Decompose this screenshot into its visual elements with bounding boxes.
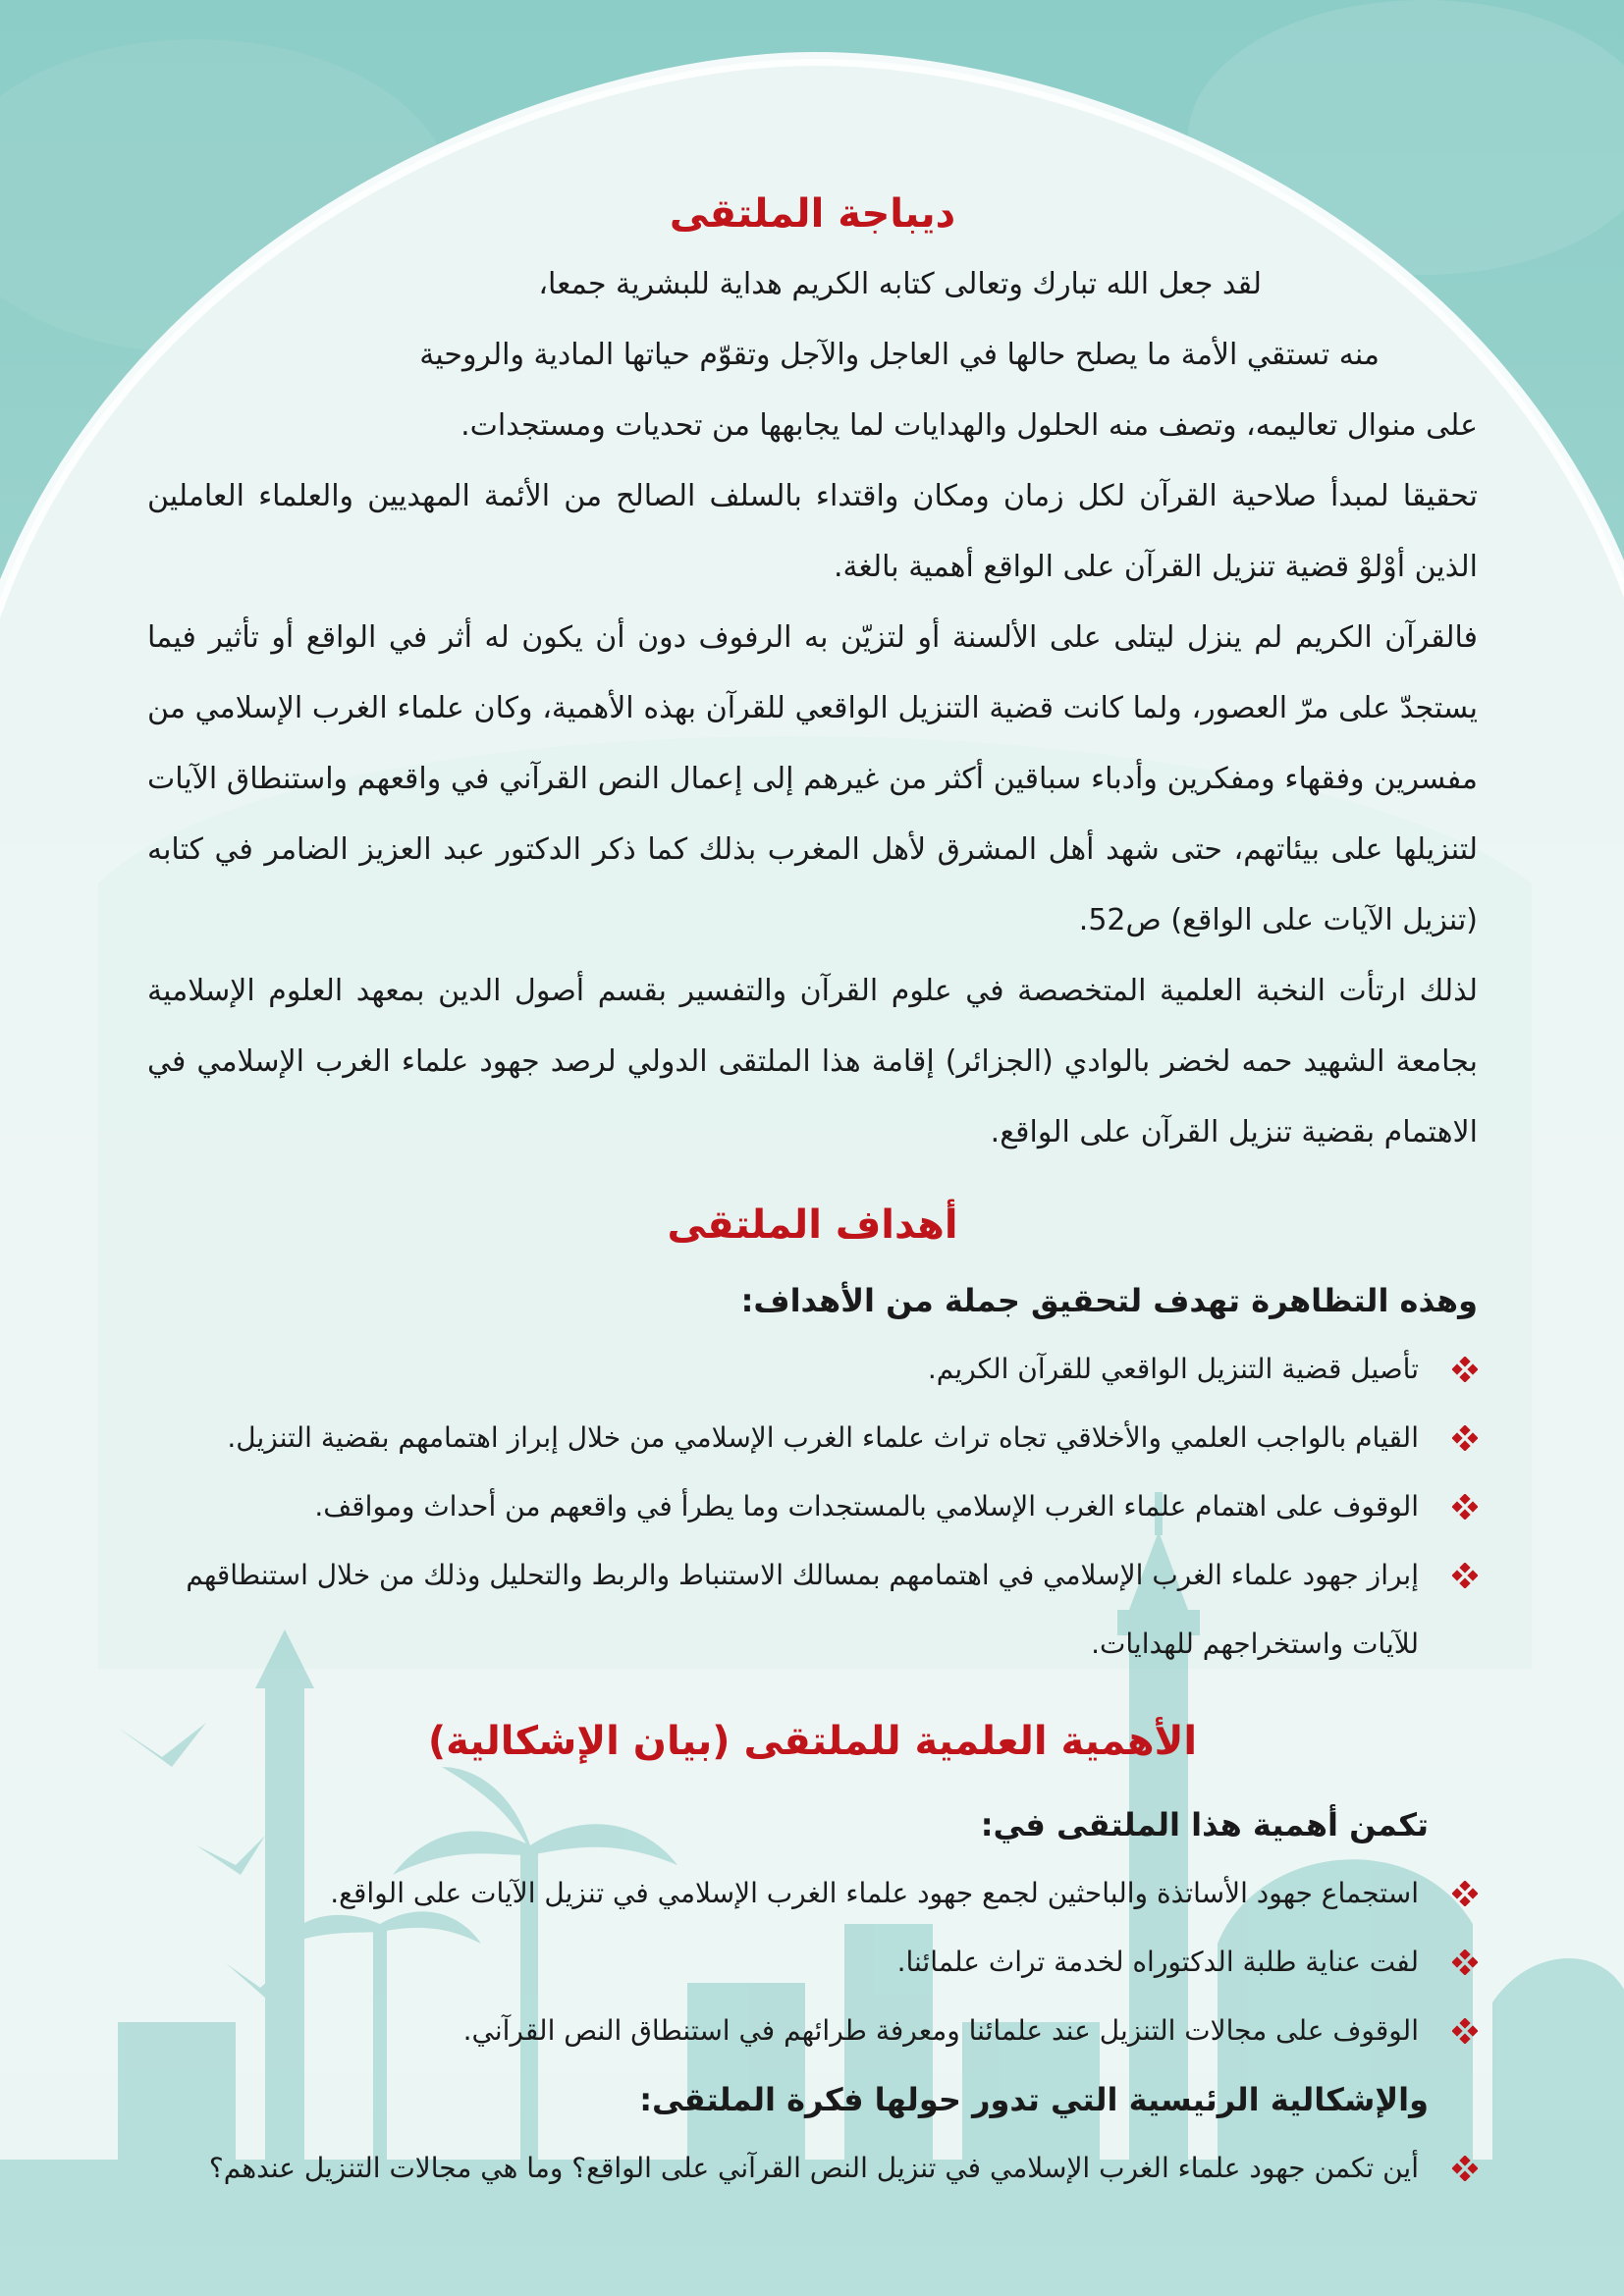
list-item (147, 1541, 1478, 1679)
list-item-text: أين تكمن جهود علماء الغرب الإسلامي في تنزيل النص القرآني على الواقع؟ وما هي مجالات التنزيل عندهم؟ (208, 2152, 1419, 2184)
list-item-text: استجماع جهود الأساتذة والباحثين لجمع جهود علماء الغرب الإسلامي في تنزيل الآيات على الواقع. (330, 1877, 1419, 1909)
preamble-paragraph-6: لذلك ارتأت النخبة العلمية المتخصصة في علوم القرآن والتفسير بقسم أصول الدين بمعهد العلوم الإسلامية بجامعة الشهيد حمه لخضر بالوادي (الجزائر) إقامة هذا الملتقى الدولي لرصد جهود علماء الغرب الإسلامي في الاهتمام بقضية تنزيل القرآن على الواقع. (147, 974, 1478, 1149)
diamond-bullet-icon (1452, 1563, 1478, 1588)
diamond-bullet-icon (1452, 2156, 1478, 2181)
section-title-importance: الأهمية العلمية للملتقى (بيان الإشكالية) (427, 1719, 1198, 1764)
list-item (147, 1472, 1478, 1541)
list-item (147, 1404, 1478, 1472)
list-item (147, 1335, 1478, 1404)
diamond-bullet-icon (1452, 1425, 1478, 1451)
list-item-text: تأصيل قضية التنزيل الواقعي للقرآن الكريم. (927, 1353, 1419, 1385)
diamond-bullet-icon (1452, 2018, 1478, 2044)
diamond-bullet-icon (1452, 1357, 1478, 1382)
importance-lead: تكمن أهمية هذا الملتقى في: (980, 1806, 1429, 1843)
preamble-line-1: لقد جعل الله تبارك وتعالى كتابه الكريم هداية للبشرية جمعا، (538, 267, 1262, 301)
list-item (147, 1928, 1478, 1997)
preamble-paragraph-4: تحقيقا لمبدأ صلاحية القرآن لكل زمان ومكان واقتداء بالسلف الصالح من الأئمة المهديين والعلماء العاملين الذين أوْلوْ قضية تنزيل القرآن على الواقع أهمية بالغة. (147, 479, 1478, 584)
list-item-text: لفت عناية طلبة الدكتوراه لخدمة تراث علمائنا. (896, 1946, 1419, 1978)
diamond-bullet-icon (1452, 1881, 1478, 1906)
importance-list (147, 1859, 1478, 2065)
preamble-line-2: منه تستقي الأمة ما يصلح حالها في العاجل والآجل وتقوّم حياتها المادية والروحية (419, 338, 1380, 372)
list-item-text: الوقوف على اهتمام علماء الغرب الإسلامي بالمستجدات وما يطرأ في واقعهم من أحداث ومواقف. (314, 1490, 1419, 1522)
list-item (147, 2134, 1478, 2203)
list-item-text: القيام بالواجب العلمي والأخلاقي تجاه تراث علماء الغرب الإسلامي من خلال إبراز اهتمامهم بقضية التنزيل. (227, 1421, 1419, 1454)
list-item (147, 1997, 1478, 2065)
objectives-list (147, 1335, 1478, 1679)
preamble-line-3: على منوال تعاليمه، وتصف منه الحلول والهدايات لما يجابهها من تحديات ومستجدات. (460, 408, 1478, 443)
objectives-lead: وهذه التظاهرة تهدف لتحقيق جملة من الأهداف: (740, 1282, 1478, 1319)
diamond-bullet-icon (1452, 1494, 1478, 1520)
document-body (147, 177, 1478, 2203)
list-item-text: الوقوف على مجالات التنزيل عند علمائنا ومعرفة طرائهم في استنطاق النص القرآني. (462, 2014, 1419, 2047)
section-title-preamble: ديباجة الملتقى (669, 191, 956, 237)
list-item (147, 1859, 1478, 1928)
problem-statement-lead: والإشكالية الرئيسية التي تدور حولها فكرة الملتقى: (639, 2081, 1429, 2118)
diamond-bullet-icon (1452, 1949, 1478, 1975)
list-item-text: إبراز جهود علماء الغرب الإسلامي في اهتمامهم بمسالك الاستنباط والربط والتحليل وذلك من خلال استنطاقهم للآيات واستخراجهم للهدايات. (186, 1559, 1419, 1660)
preamble-paragraph-5: فالقرآن الكريم لم ينزل ليتلى على الألسنة أو لتزيّن به الرفوف دون أن يكون له أثر في الواقع أو تأثير فيما يستجدّ على مرّ العصور، ولما كانت قضية التنزيل الواقعي للقرآن بهذه الأهمية، وكان علماء الغرب الإسلامي من مفسرين وفقهاء ومفكرين وأدباء سباقين أكثر من غيرهم إلى إعمال النص القرآني في واقعهم واستنطاق الآيات لتنزيلها على بيئاتهم، حتى شهد أهل المشرق لأهل المغرب بذلك كما ذكر الدكتور عبد العزيز الضامر في كتابه (تنزيل الآيات على الواقع) ص52. (147, 620, 1478, 937)
problem-list (147, 2134, 1478, 2203)
section-title-objectives: أهداف الملتقى (667, 1202, 958, 1248)
